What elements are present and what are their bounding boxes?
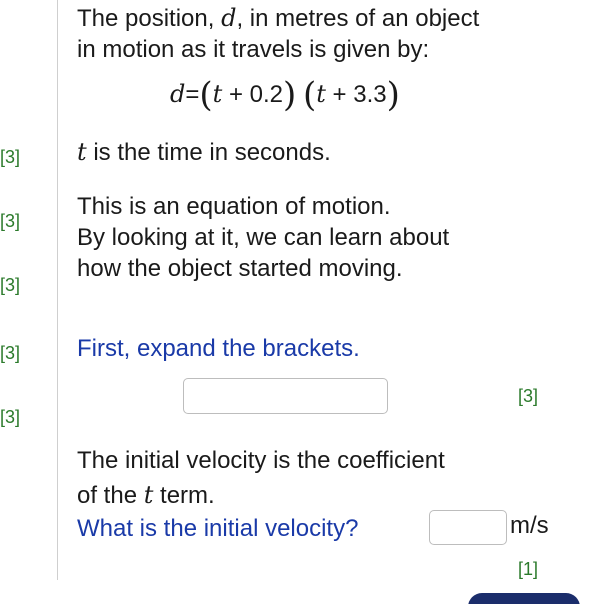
margin-mark-2: [3] [0,211,21,231]
velocity-text-b: term. [153,482,215,509]
task1-marks: [3] [518,386,539,406]
equation-paren: ( [199,75,213,115]
equation-paren: ) [283,75,297,115]
motion-line-3: how the object started moving. [77,255,403,282]
column-divider [57,0,58,580]
velocity-paragraph [77,443,445,513]
equation-term-1: + 0.2 [222,81,284,108]
velocity-line-1: The initial velocity is the coefficient [77,447,445,474]
velocity-line-2 [77,478,445,513]
velocity-unit: m/s [510,512,549,539]
margin-mark-3: [3] [0,275,21,295]
intro-line-2: in motion as it travels is given by: [77,36,430,63]
velocity-variable-t: t [143,481,154,509]
task2-marks: [1] [518,559,539,579]
velocity-text-a: of the [77,482,144,509]
equation-equals: = [185,81,200,108]
equation-paren: ( [302,75,317,115]
motion-line-1: This is an equation of motion. [77,193,391,220]
submit-button[interactable] [468,593,580,604]
t-variable: t [77,138,87,166]
motion-paragraph [77,191,449,284]
t-definition-text: is the time in seconds. [86,139,331,166]
equation-variable-t: t [212,80,223,108]
expanded-answer-input[interactable] [183,378,388,414]
intro-variable-d: d [221,4,237,32]
equation-paren: ) [386,75,400,115]
margin-mark-1: [3] [0,147,21,167]
margin-mark-4: [3] [0,343,21,363]
intro-text-a: The position, [77,5,222,32]
margin-mark-5: [3] [0,407,21,427]
expand-prompt: First, expand the brackets. [77,335,360,362]
intro-paragraph [77,3,479,65]
equation-lhs: d [170,80,186,108]
intro-line-1 [77,3,479,34]
equation-variable-t: t [316,80,326,108]
velocity-question: What is the initial velocity? [77,515,359,542]
equation-term-2: + 3.3 [325,81,387,108]
initial-velocity-input[interactable] [429,510,507,545]
t-definition [77,137,331,168]
intro-text-b: , in metres of an object [236,5,480,32]
motion-line-2: By looking at it, we can learn about [77,224,450,251]
position-equation [170,75,400,115]
